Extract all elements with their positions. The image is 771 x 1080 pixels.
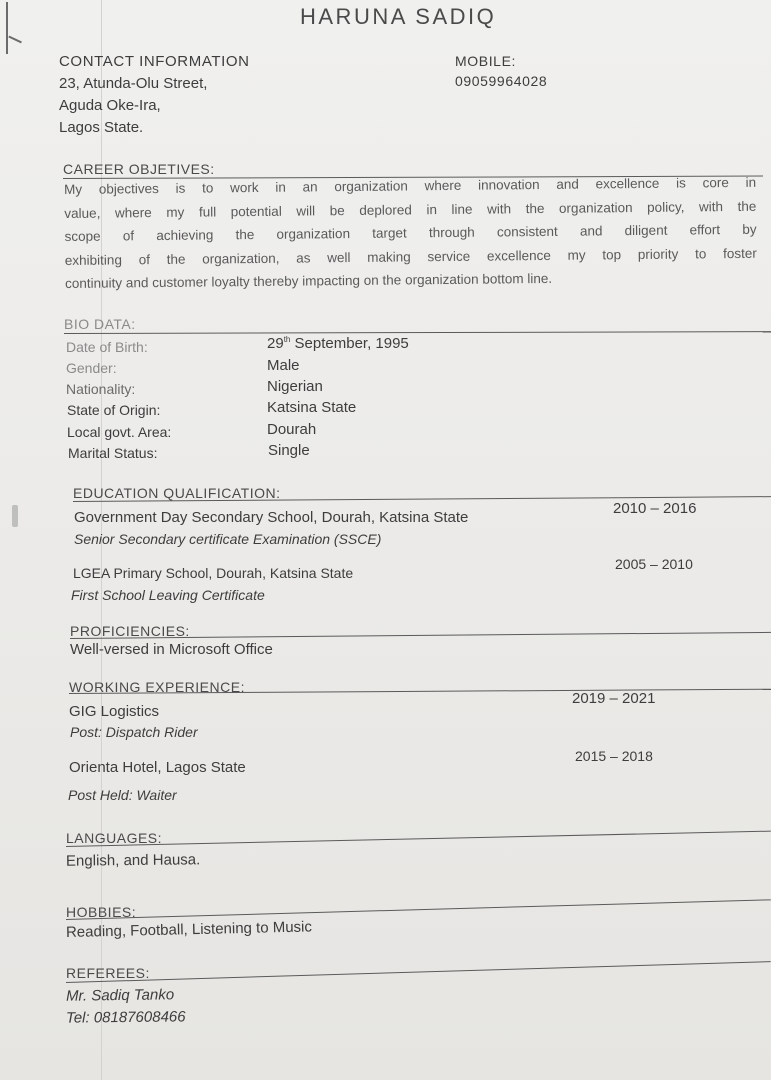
objective-text — [64, 171, 757, 296]
bio-label: State of Origin: — [67, 402, 161, 418]
objective-line: exhibiting of the organization, as well making service excellence my top priority to foster — [64, 245, 757, 268]
referees-heading: REFEREES: — [66, 965, 150, 981]
hobbies-heading: HOBBIES: — [66, 904, 137, 920]
education-years: 2010 – 2016 — [613, 500, 697, 517]
objective-line: scope of achieving the organization target through consistent and diligent effort by — [64, 221, 757, 244]
languages-text: English, and Hausa. — [65, 851, 201, 870]
bio-value-dob: 29th September, 1995 — [267, 335, 409, 352]
objective-heading: CAREER OBJETIVES: — [63, 161, 215, 177]
mobile-label: MOBILE: — [455, 53, 516, 69]
education-cert: Senior Secondary certificate Examination (SSCE) — [74, 531, 382, 547]
address-line-3: Lagos State. — [59, 119, 144, 136]
education-cert: First School Leaving Certificate — [71, 587, 265, 603]
hobbies-text: Reading, Football, Listening to Music — [65, 918, 313, 941]
section-rule — [64, 331, 771, 334]
education-school: Government Day Secondary School, Dourah, Katsina State — [74, 509, 469, 526]
work-post: Post Held: Waiter — [68, 787, 177, 803]
bio-label: Nationality: — [66, 381, 136, 397]
resume-name: HARUNA SADIQ — [300, 4, 497, 29]
bio-value: Single — [268, 442, 310, 459]
bio-value: Male — [267, 357, 300, 374]
proficiencies-text: Well-versed in Microsoft Office — [70, 641, 273, 658]
objective-line: My objectives is to work in an organization where innovation and excellence is core in — [64, 174, 757, 197]
bio-value: Nigerian — [267, 378, 323, 395]
objective-line: continuity and customer loyalty thereby impacting on the organization bottom line. — [65, 270, 553, 291]
work-heading: WORKING EXPERIENCE: — [69, 679, 245, 695]
work-years: 2015 – 2018 — [575, 748, 653, 764]
mobile-number: 09059964028 — [455, 73, 548, 89]
referee-tel: Tel: 08187608466 — [65, 1008, 186, 1027]
work-years: 2019 – 2021 — [572, 690, 656, 707]
bio-value: Dourah — [267, 421, 317, 438]
bio-label: Date of Birth: — [66, 339, 148, 355]
referee-name: Mr. Sadiq Tanko — [65, 986, 175, 1005]
address-line-1: 23, Atunda-Olu Street, — [59, 75, 208, 92]
work-employer: Orienta Hotel, Lagos State — [69, 759, 246, 776]
work-employer: GIG Logistics — [69, 703, 160, 720]
proficiencies-heading: PROFICIENCIES: — [70, 623, 190, 639]
section-rule — [66, 831, 771, 847]
objective-line: value, where my full potential will be deplored in line with the organization policy, with the — [64, 198, 757, 221]
work-post: Post: Dispatch Rider — [70, 724, 198, 740]
bio-label: Gender: — [66, 360, 117, 376]
education-school: LGEA Primary School, Dourah, Katsina State — [73, 565, 354, 581]
bio-value: Katsina State — [267, 399, 357, 416]
contact-heading: CONTACT INFORMATION — [59, 53, 250, 70]
languages-heading: LANGUAGES: — [66, 830, 163, 846]
education-years: 2005 – 2010 — [615, 556, 693, 572]
section-rule — [66, 961, 771, 983]
smudge-mark — [12, 505, 18, 527]
bio-label: Local govt. Area: — [67, 424, 172, 440]
bio-heading: BIO DATA: — [64, 316, 136, 332]
address-line-2: Aguda Oke-Ira, — [59, 97, 161, 114]
bio-label: Marital Status: — [68, 445, 158, 461]
section-rule — [66, 899, 771, 920]
education-heading: EDUCATION QUALIFICATION: — [73, 485, 281, 501]
